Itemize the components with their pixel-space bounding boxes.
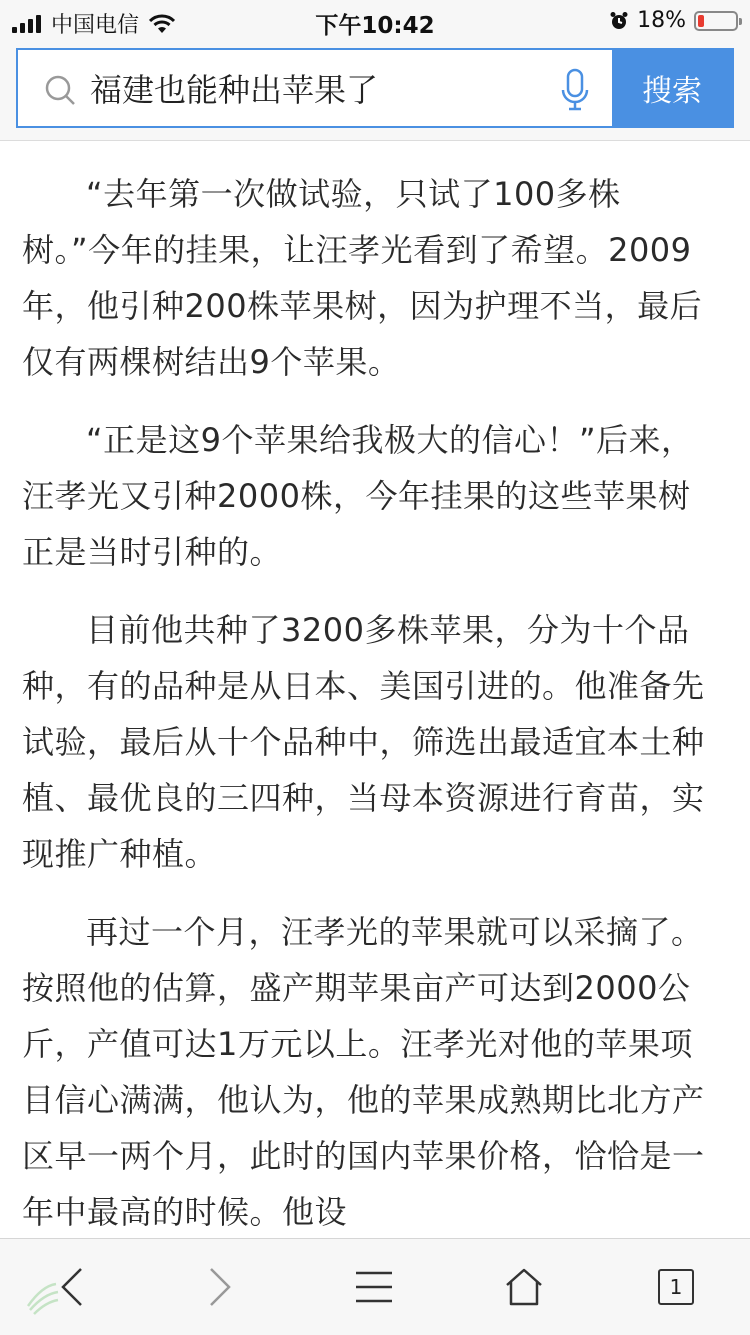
microphone-icon[interactable] [560, 68, 590, 112]
status-bar [0, 0, 750, 40]
article-paragraph: 再过一个月，汪孝光的苹果就可以采摘了。按照他的估算，盛产期苹果亩产可达到2000公斤，产值可达1万元以上。汪孝光对他的苹果项目信心满满，他认为，他的苹果成熟期比北方产区早一两个月，此时的国内苹果价格，恰恰是一年中最高的时候。他设 [22, 913, 705, 1231]
battery-level-fill [698, 15, 704, 27]
carrier-name: 中国电信 [51, 13, 140, 38]
menu-icon [354, 1269, 394, 1305]
battery-percent: 18% [637, 8, 686, 33]
search-button[interactable]: 搜索 [612, 50, 732, 126]
search-box [16, 48, 734, 128]
watermark-logo-icon [22, 1276, 62, 1316]
bottom-toolbar [0, 1238, 750, 1335]
search-icon [44, 74, 76, 106]
tabs-button[interactable] [648, 1261, 704, 1313]
home-button[interactable] [496, 1261, 552, 1313]
battery-icon [694, 11, 738, 31]
status-time: 下午10:42 [315, 13, 435, 39]
tabs-icon: 1 [658, 1269, 694, 1305]
menu-button[interactable] [346, 1261, 402, 1313]
signal-icon [12, 15, 41, 33]
search-header [0, 40, 750, 141]
article-paragraph: “正是这9个苹果给我极大的信心！”后来，汪孝光又引种2000株，今年挂果的这些苹果树正是当时引种的。 [22, 421, 694, 571]
article-paragraph: “去年第一次做试验，只试了100多株树。”今年的挂果，让汪孝光看到了希望。2009年，他引种200株苹果树，因为护理不当，最后仅有两棵树结出9个苹果。 [22, 175, 703, 381]
alarm-icon [609, 11, 629, 31]
status-left [12, 8, 175, 39]
article-body [22, 166, 712, 1236]
forward-arrow-icon [205, 1265, 235, 1309]
home-icon [504, 1267, 544, 1307]
status-right [609, 8, 738, 33]
wifi-icon [149, 14, 175, 34]
search-input[interactable] [90, 60, 550, 116]
forward-button[interactable] [192, 1261, 248, 1313]
article-paragraph: 目前他共种了3200多株苹果，分为十个品种，有的品种是从日本、美国引进的。他准备先试验，最后从十个品种中，筛选出最适宜本土种植、最优良的三四种，当母本资源进行育苗，实现推广种植。 [22, 611, 705, 873]
